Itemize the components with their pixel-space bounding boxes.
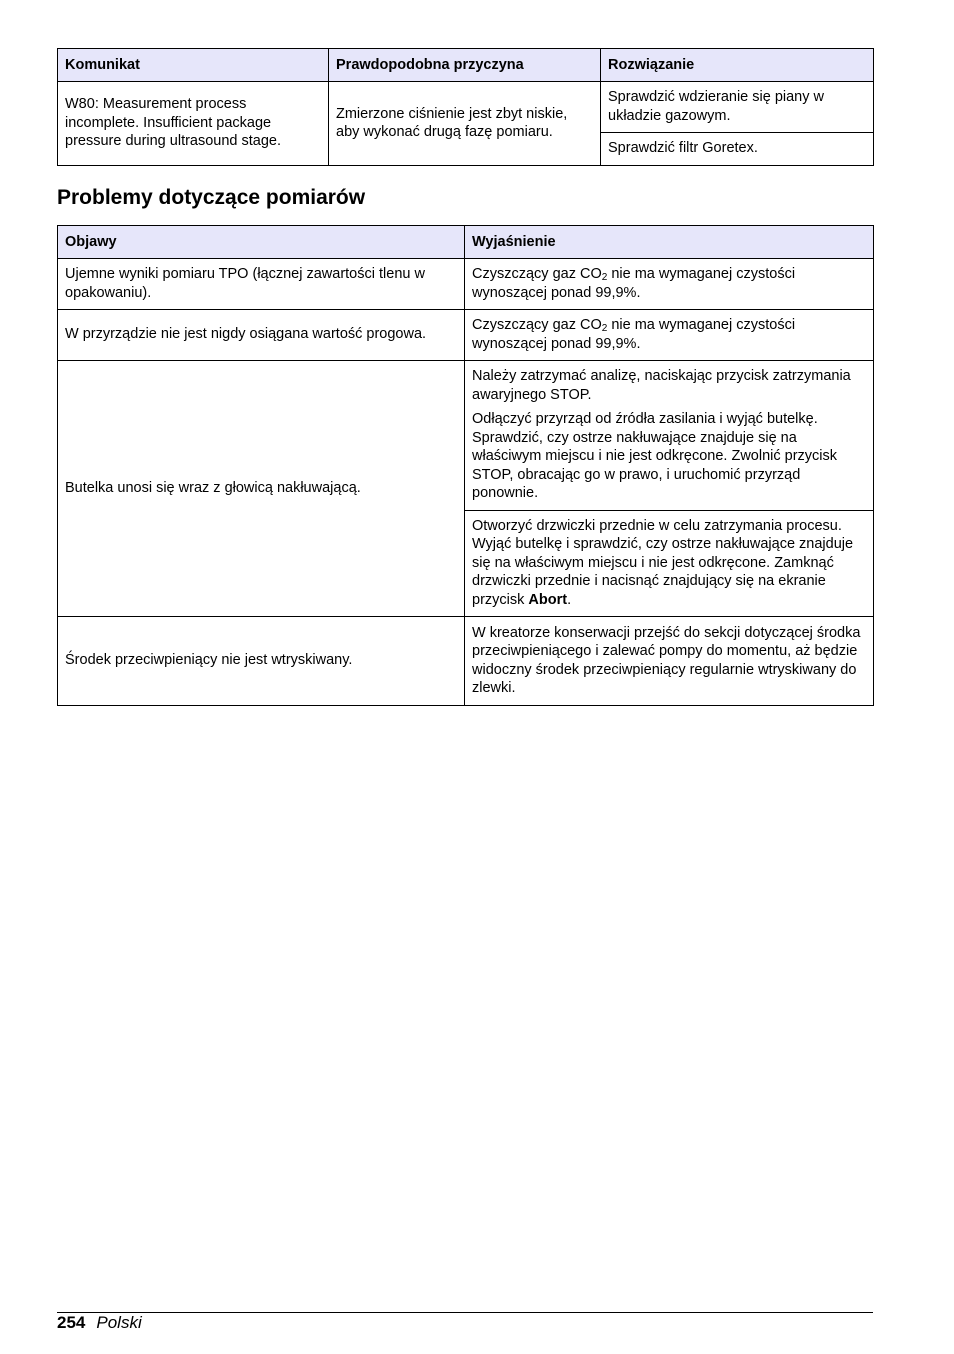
header-symptoms: Objawy [58,226,465,259]
explanation-text: nie ma wymaganej czystości wynoszącej ponad 99,9%. [472,317,796,352]
explanation-block-2 [465,510,873,617]
header-probable-cause: Prawdopodobna przyczyna [329,49,601,82]
explanation-block-1 [465,361,873,510]
section-title: Problemy dotyczące pomiarów [57,186,366,209]
table-row [58,310,874,361]
page-footer [57,1313,142,1333]
symptom-cell: Ujemne wyniki pomiaru TPO (łącznej zawartości tlenu w opakowaniu). [58,259,465,310]
table-row [58,617,874,706]
table-row [58,361,874,617]
subscript: 2 [601,323,608,334]
table-row [58,82,874,133]
header-solution: Rozwiązanie [601,49,874,82]
symptom-cell: W przyrządzie nie jest nigdy osiągana wartość progowa. [58,310,465,361]
explanation-text: . [567,591,572,608]
symptom-cell: Butelka unosi się wraz z głowicą nakłuwającą. [58,361,465,617]
solution-cell-2: Sprawdzić filtr Goretex. [601,133,874,166]
explanation-cell [465,259,874,310]
explanation-paragraph: Odłączyć przyrząd od źródła zasilania i wyjąć butelkę. Sprawdzić, czy ostrze nakłuwające znajduje się na właściwym miejscu i nie jest odkręcone. Zwolnić przycisk STOP, obracając go w prawo, i uruchomić przyrząd ponownie. [472,411,838,501]
footer-language: Polski [96,1313,142,1332]
page-number: 254 [57,1313,86,1332]
abort-button-label: Abort [528,591,568,608]
explanation-paragraph: Należy zatrzymać analizę, naciskając przycisk zatrzymania awaryjnego STOP. [472,368,851,403]
explanation-text: Czyszczący gaz CO [472,317,602,333]
error-message-table [57,48,874,166]
subscript: 2 [601,272,608,283]
explanation-cell [465,361,874,617]
explanation-text: nie ma wymaganej czystości wynoszącej ponad 99,9%. [472,266,796,301]
table-header-row [58,226,874,259]
table-row [58,259,874,310]
message-cell: W80: Measurement process incomplete. Insufficient package pressure during ultrasound stage. [58,82,329,166]
measurement-problems-table [57,225,874,706]
solution-cell-1: Sprawdzić wdzieranie się piany w układzie gazowym. [601,82,874,133]
header-explanation: Wyjaśnienie [465,226,874,259]
symptom-cell: Środek przeciwpieniący nie jest wtryskiwany. [58,617,465,706]
cause-cell: Zmierzone ciśnienie jest zbyt niskie, aby wykonać drugą fazę pomiaru. [329,82,601,166]
explanation-cell [465,310,874,361]
explanation-text: Otworzyć drzwiczki przednie w celu zatrzymania procesu. Wyjąć butelkę i sprawdzić, czy ostrze nakłuwające znajduje się na właściwym miejscu i nie jest odkręcone. Zamknąć drzwiczki przednie i nacisnąć znajdujący się na ekranie przycisk [472,517,854,608]
table-header-row [58,49,874,82]
explanation-cell: W kreatorze konserwacji przejść do sekcji dotyczącej środka przeciwpieniącego i zalewać pompy do momentu, aż będzie widoczny środek przeciwpieniący regularnie wtryskiwany do zlewki. [465,617,874,706]
header-message: Komunikat [58,49,329,82]
explanation-text: Czyszczący gaz CO [472,266,602,282]
footer-divider [57,1312,873,1313]
